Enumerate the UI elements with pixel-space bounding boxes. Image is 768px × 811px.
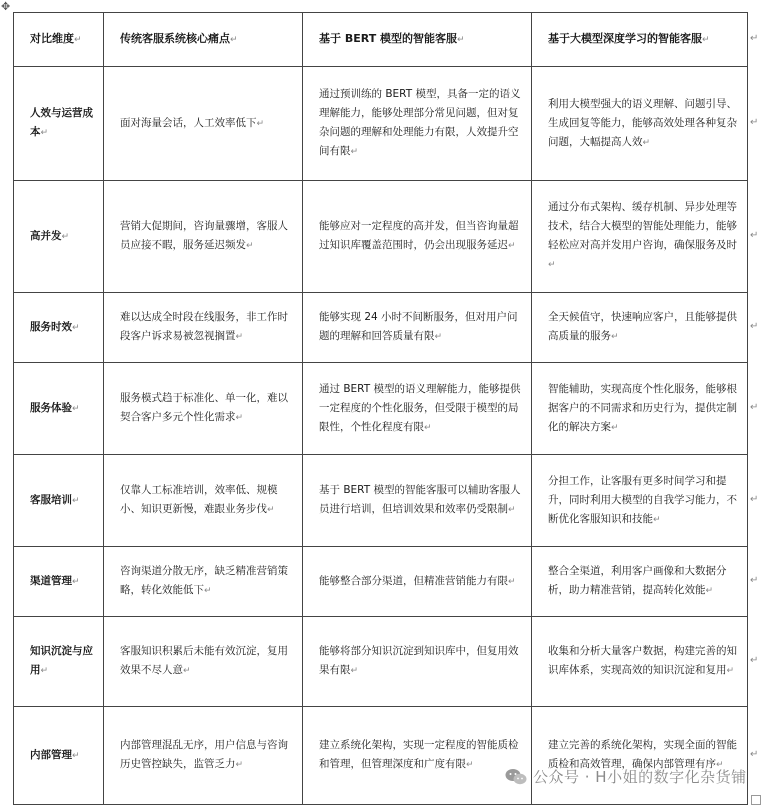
- row-end-mark: ↵: [750, 230, 759, 241]
- bert-cell: 能够实现 24 小时不间断服务，但对用户问题的理解和回答质量有限↵: [303, 293, 532, 363]
- traditional-cell: 仅靠人工标准培训，效率低、规模小、知识更新慢，难跟业务步伐↵: [104, 455, 303, 547]
- traditional-cell: 营销大促期间，咨询量骤增，客服人员应接不暇，服务延迟频发↵: [104, 181, 303, 293]
- bert-cell: 能够应对一定程度的高并发，但当咨询量超过知识库覆盖范围时，仍会出现服务延迟↵: [303, 181, 532, 293]
- table-row: [14, 293, 748, 363]
- row-end-mark: ↵: [750, 655, 759, 666]
- row-end-mark: ↵: [750, 575, 759, 586]
- table-row: [14, 547, 748, 617]
- table-row: [14, 617, 748, 707]
- traditional-cell: 服务模式趋于标准化、单一化，难以契合客户多元个性化需求↵: [104, 363, 303, 455]
- traditional-cell: 客服知识积累后未能有效沉淀，复用效果不尽人意↵: [104, 617, 303, 707]
- table-row: [14, 67, 748, 181]
- dimension-cell: 高并发↵: [14, 181, 104, 293]
- header-cell: 基于大模型深度学习的智能客服↵: [532, 13, 748, 67]
- traditional-cell: 难以达成全时段在线服务，非工作时段客户诉求易被忽视搁置↵: [104, 293, 303, 363]
- table-row: [14, 181, 748, 293]
- row-end-mark: ↵: [750, 33, 759, 44]
- bert-cell: 基于 BERT 模型的智能客服可以辅助客服人员进行培训，但培训效果和效率仍受限制↵: [303, 455, 532, 547]
- bert-cell: 通过预训练的 BERT 模型，具备一定的语义理解能力，能够处理部分常见问题，但对复杂问题的理解和处理能力有限，人效提升空间有限↵: [303, 67, 532, 181]
- dimension-cell: 知识沉淀与应用↵: [14, 617, 104, 707]
- bert-cell: 通过 BERT 模型的语义理解能力，能够提供一定程度的个性化服务，但受限于模型的局限性，个性化程度有限↵: [303, 363, 532, 455]
- row-end-mark: ↵: [750, 749, 759, 760]
- watermark: [505, 766, 747, 787]
- table-row: [14, 455, 748, 547]
- table-row: [14, 363, 748, 455]
- wechat-icon: [505, 768, 527, 786]
- row-end-mark: ↵: [750, 402, 759, 413]
- bert-cell: 建立系统化架构，实现一定程度的智能质检和管理，但管理深度和广度有限↵: [303, 707, 532, 805]
- dimension-cell: 服务体验↵: [14, 363, 104, 455]
- dimension-cell: 渠道管理↵: [14, 547, 104, 617]
- header-cell: 传统客服系统核心痛点↵: [104, 13, 303, 67]
- traditional-cell: 面对海量会话，人工效率低下↵: [104, 67, 303, 181]
- comparison-table: [13, 12, 748, 805]
- llm-cell: 分担工作，让客服有更多时间学习和提升，同时利用大模型的自我学习能力，不断优化客服知识和技能↵: [532, 455, 748, 547]
- dimension-cell: 内部管理↵: [14, 707, 104, 805]
- llm-cell: 通过分布式架构、缓存机制、异步处理等技术，结合大模型的智能处理能力，能够轻松应对高并发用户咨询，确保服务及时↵: [532, 181, 748, 293]
- llm-cell: 全天候值守，快速响应客户，且能够提供高质量的服务↵: [532, 293, 748, 363]
- row-end-mark: ↵: [750, 494, 759, 505]
- table-row: [14, 707, 748, 805]
- traditional-cell: 咨询渠道分散无序，缺乏精准营销策略，转化效能低下↵: [104, 547, 303, 617]
- llm-cell: 智能辅助，实现高度个性化服务，能够根据客户的不同需求和历史行为，提供定制化的解决方案↵: [532, 363, 748, 455]
- bert-cell: 能够整合部分渠道，但精准营销能力有限↵: [303, 547, 532, 617]
- dimension-cell: 人效与运营成本↵: [14, 67, 104, 181]
- row-end-mark: ↵: [750, 321, 759, 332]
- header-cell: 对比维度↵: [14, 13, 104, 67]
- table-move-handle-icon[interactable]: ✥: [1, 0, 11, 13]
- llm-cell: 收集和分析大量客户数据，构建完善的知识库体系，实现高效的知识沉淀和复用↵: [532, 617, 748, 707]
- table-header-row: [14, 13, 748, 67]
- header-cell: 基于 BERT 模型的智能客服↵: [303, 13, 532, 67]
- resize-handle[interactable]: [751, 795, 761, 805]
- llm-cell: 建立完善的系统化架构，实现全面的智能质检和高效管理，确保内部管理有序↵: [532, 707, 748, 805]
- llm-cell: 利用大模型强大的语义理解、问题引导、生成回复等能力，能够高效处理各种复杂问题，大幅提高人效↵: [532, 67, 748, 181]
- row-end-mark: ↵: [750, 117, 759, 128]
- llm-cell: 整合全渠道，利用客户画像和大数据分析，助力精准营销，提高转化效能↵: [532, 547, 748, 617]
- traditional-cell: 内部管理混乱无序，用户信息与咨询历史管控缺失，监管乏力↵: [104, 707, 303, 805]
- watermark-text: 公众号 · H小姐的数字化杂货铺: [533, 768, 747, 786]
- dimension-cell: 客服培训↵: [14, 455, 104, 547]
- bert-cell: 能够将部分知识沉淀到知识库中，但复用效果有限↵: [303, 617, 532, 707]
- dimension-cell: 服务时效↵: [14, 293, 104, 363]
